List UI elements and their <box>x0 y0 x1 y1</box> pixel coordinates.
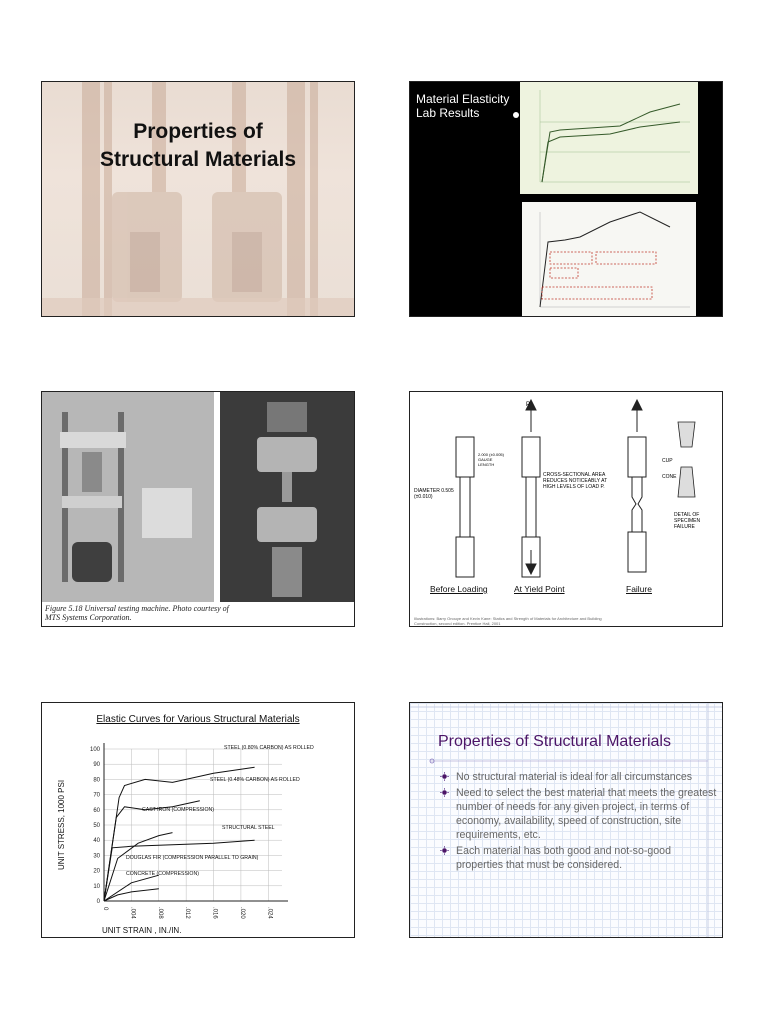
sun-bullet-icon <box>440 772 449 781</box>
list-item <box>432 786 717 842</box>
title-line-1: Properties of <box>133 120 263 143</box>
bullet-dot <box>513 112 519 118</box>
y-tick-label: 20 <box>93 868 100 875</box>
x-tick-label: .012 <box>184 907 191 919</box>
bullet-text: Each material has both good and not-so-good properties that must be considered. <box>456 845 671 871</box>
detail-label: DETAIL OF SPECIMEN FAILURE <box>674 512 701 530</box>
y-tick-label: 40 <box>93 838 100 845</box>
slide-specimen-stages <box>409 391 723 627</box>
y-tick-label: 80 <box>93 777 100 784</box>
list-item <box>432 844 717 872</box>
specimen-yield-point <box>522 400 540 577</box>
slide-title-text: Material Elasticity Lab Results <box>416 92 510 120</box>
y-tick-label: 60 <box>93 807 100 814</box>
elastic-curves-chart <box>42 729 355 938</box>
y-tick-label: 0 <box>96 899 100 905</box>
y-axis-label: UNIT STRESS, 1000 PSI <box>57 779 66 871</box>
sun-bullet-icon <box>440 846 449 855</box>
x-tick-label: .024 <box>266 907 273 919</box>
list-item <box>432 770 717 784</box>
y-tick-label: 100 <box>89 747 100 753</box>
y-tick-label: 90 <box>93 762 100 769</box>
photo-caption: Figure 5.18 Universal testing machine. Photo courtesy of MTS Systems Corporation. <box>45 604 229 622</box>
label-before-loading: Before Loading <box>430 584 488 594</box>
label-yield-point: At Yield Point <box>514 584 565 594</box>
y-tick-label: 30 <box>93 853 100 860</box>
lab-chart-upper <box>520 82 698 194</box>
gauge-note: 2.000 (±0.005) GAUGE LENGTH <box>478 452 504 467</box>
testing-machine-photos <box>42 392 355 602</box>
curve-label: CONCRETE (COMPRESSION) <box>126 871 199 877</box>
y-tick-label: 50 <box>93 823 100 829</box>
diameter-note: DIAMETER 0.505 (±0.010) <box>414 488 454 500</box>
slide-properties-summary <box>409 702 723 938</box>
cup-label: CUP <box>662 458 673 464</box>
specimen-before-loading <box>456 437 474 577</box>
chart-title: Elastic Curves for Various Structural Materials <box>96 714 300 725</box>
curve-label: DOUGLAS FIR (COMPRESSION PARALLEL TO GRAIN) <box>126 855 259 861</box>
slide-lab-results <box>409 81 723 317</box>
slide-title-text: Properties of Structural Materials <box>438 733 671 750</box>
curve-label: CAST IRON (COMPRESSION) <box>142 807 214 813</box>
curve-label: STRUCTURAL STEEL <box>222 825 275 831</box>
cone-label: CONE <box>662 474 677 480</box>
x-tick-label: 0 <box>102 907 108 911</box>
illustration-credit: Illustrations: Barry Onouye and Kevin Kane: Statics and Strength of Materials for Architecture and Building Construction, second edition. Prentice Hall, 2001 <box>414 616 602 626</box>
cross-section-note: CROSS-SECTIONAL AREA REDUCES NOTICEABLY AT HIGH LEVELS OF LOAD P. <box>543 472 608 490</box>
p-label-top: P <box>526 402 531 408</box>
slide-testing-machine <box>41 391 355 627</box>
slide-elastic-curves <box>41 702 355 938</box>
bullet-list <box>432 770 717 874</box>
x-tick-label: .020 <box>238 907 245 919</box>
series-line <box>104 767 255 901</box>
y-tick-label: 10 <box>93 883 100 890</box>
bullet-text: Need to select the best material that meets the greatest number of needs for any given project, in terms of economy, availability, speed of construction, site requirements, etc. <box>456 787 717 841</box>
bullet-text: No structural material is ideal for all circumstances <box>456 771 693 783</box>
slide-title-text <box>42 118 354 174</box>
x-tick-label: .004 <box>129 907 136 919</box>
label-failure: Failure <box>626 584 652 594</box>
failure-detail <box>678 422 695 497</box>
slide-title <box>41 81 355 317</box>
y-tick-label: 70 <box>93 792 100 799</box>
specimen-failure <box>628 400 646 572</box>
curve-label: STEEL (0.48% CARBON) AS ROLLED <box>210 777 300 783</box>
title-line-2: Structural Materials <box>99 148 297 171</box>
x-axis-label: UNIT STRAIN , IN./IN. <box>102 926 182 935</box>
x-tick-label: .008 <box>156 907 163 919</box>
lab-charts <box>520 82 698 317</box>
curve-label: STEEL (0.80% CARBON) AS ROLLED <box>224 745 314 751</box>
sun-bullet-icon <box>440 788 449 797</box>
x-tick-label: .016 <box>211 907 218 919</box>
